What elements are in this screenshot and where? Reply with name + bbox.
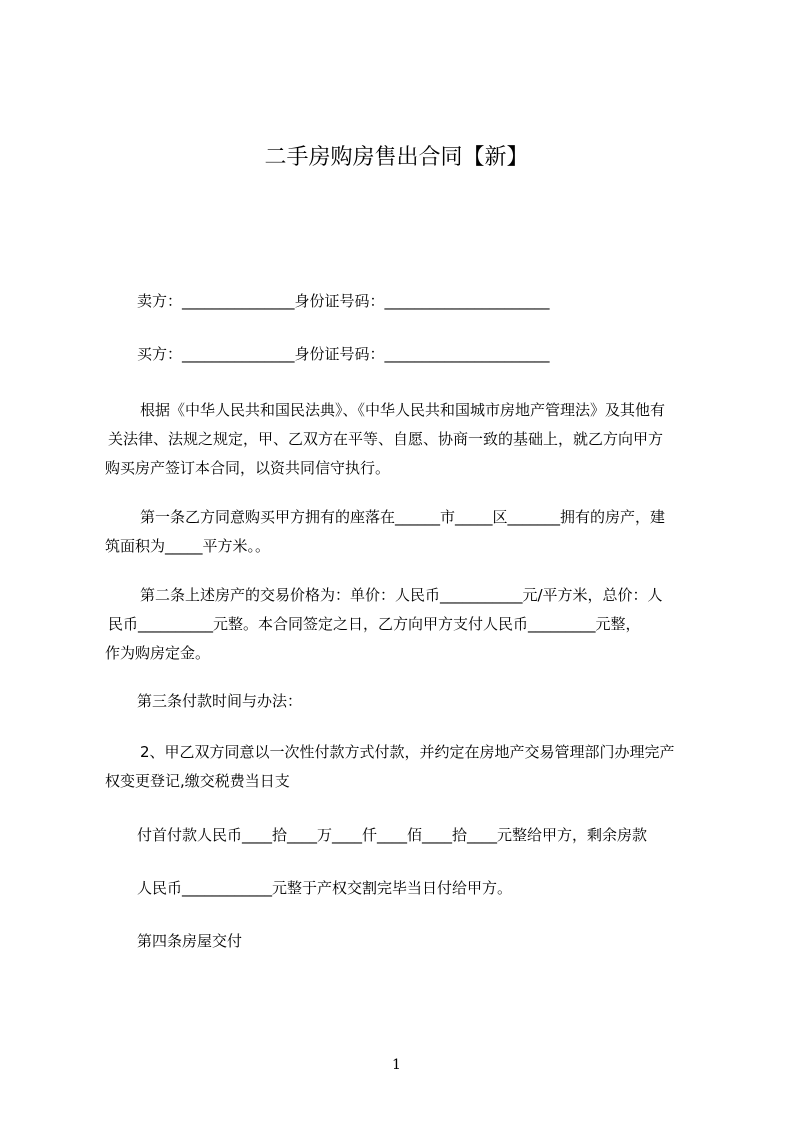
- preamble-line-2: 关法律、法规之规定，甲、乙双方在平等、自愿、协商一致的基础上，就乙方向甲方: [108, 430, 664, 448]
- seller-line: 卖方：_______________身份证号码：______________________: [137, 292, 550, 310]
- preamble-line-3: 购买房产签订本合同，以资共同信守执行。: [105, 459, 391, 477]
- article-3-heading: 第三条付款时间与办法：: [137, 692, 303, 710]
- article-1-paragraph: [105, 503, 705, 561]
- article-3-item-2-line-2: 权变更登记,缴交税费当日支: [105, 772, 290, 790]
- article-3-item-2-line-1: 2、甲乙双方同意以一次性付款方式付款，并约定在房地产交易管理部门办理完产: [140, 743, 675, 761]
- page-number: 1: [392, 1057, 401, 1073]
- article-1-line-2: 筑面积为_____平方米。。: [105, 537, 271, 555]
- article-2-line-1: 第二条上述房产的交易价格为：单价：人民币___________元/平方米，总价：人: [140, 586, 663, 604]
- payment-line-1: 付首付款人民币____拾____万____仟____佰____拾____元整给甲方，剩余房款: [137, 826, 648, 844]
- buyer-line: 买方：_______________身份证号码：______________________: [137, 345, 550, 363]
- preamble-paragraph: [105, 396, 705, 483]
- article-3-item-2: [105, 738, 705, 796]
- article-2-paragraph: [105, 581, 705, 668]
- preamble-line-1: 根据《中华人民共和国民法典》、《中华人民共和国城市房地产管理法》及其他有: [140, 401, 666, 419]
- article-1-line-1: 第一条乙方同意购买甲方拥有的座落在______市_____区_______拥有的房产，建: [140, 508, 666, 526]
- payment-line-2: 人民币____________元整于产权交割完毕当日付给甲方。: [137, 879, 513, 897]
- article-2-line-3: 作为购房定金。: [105, 644, 211, 662]
- article-4-heading: 第四条房屋交付: [137, 932, 243, 950]
- document-title: 二手房购房售出合同【新】: [264, 145, 529, 170]
- article-2-line-2: 民币__________元整。本合同签定之日，乙方向甲方支付人民币_________元整，: [108, 615, 641, 633]
